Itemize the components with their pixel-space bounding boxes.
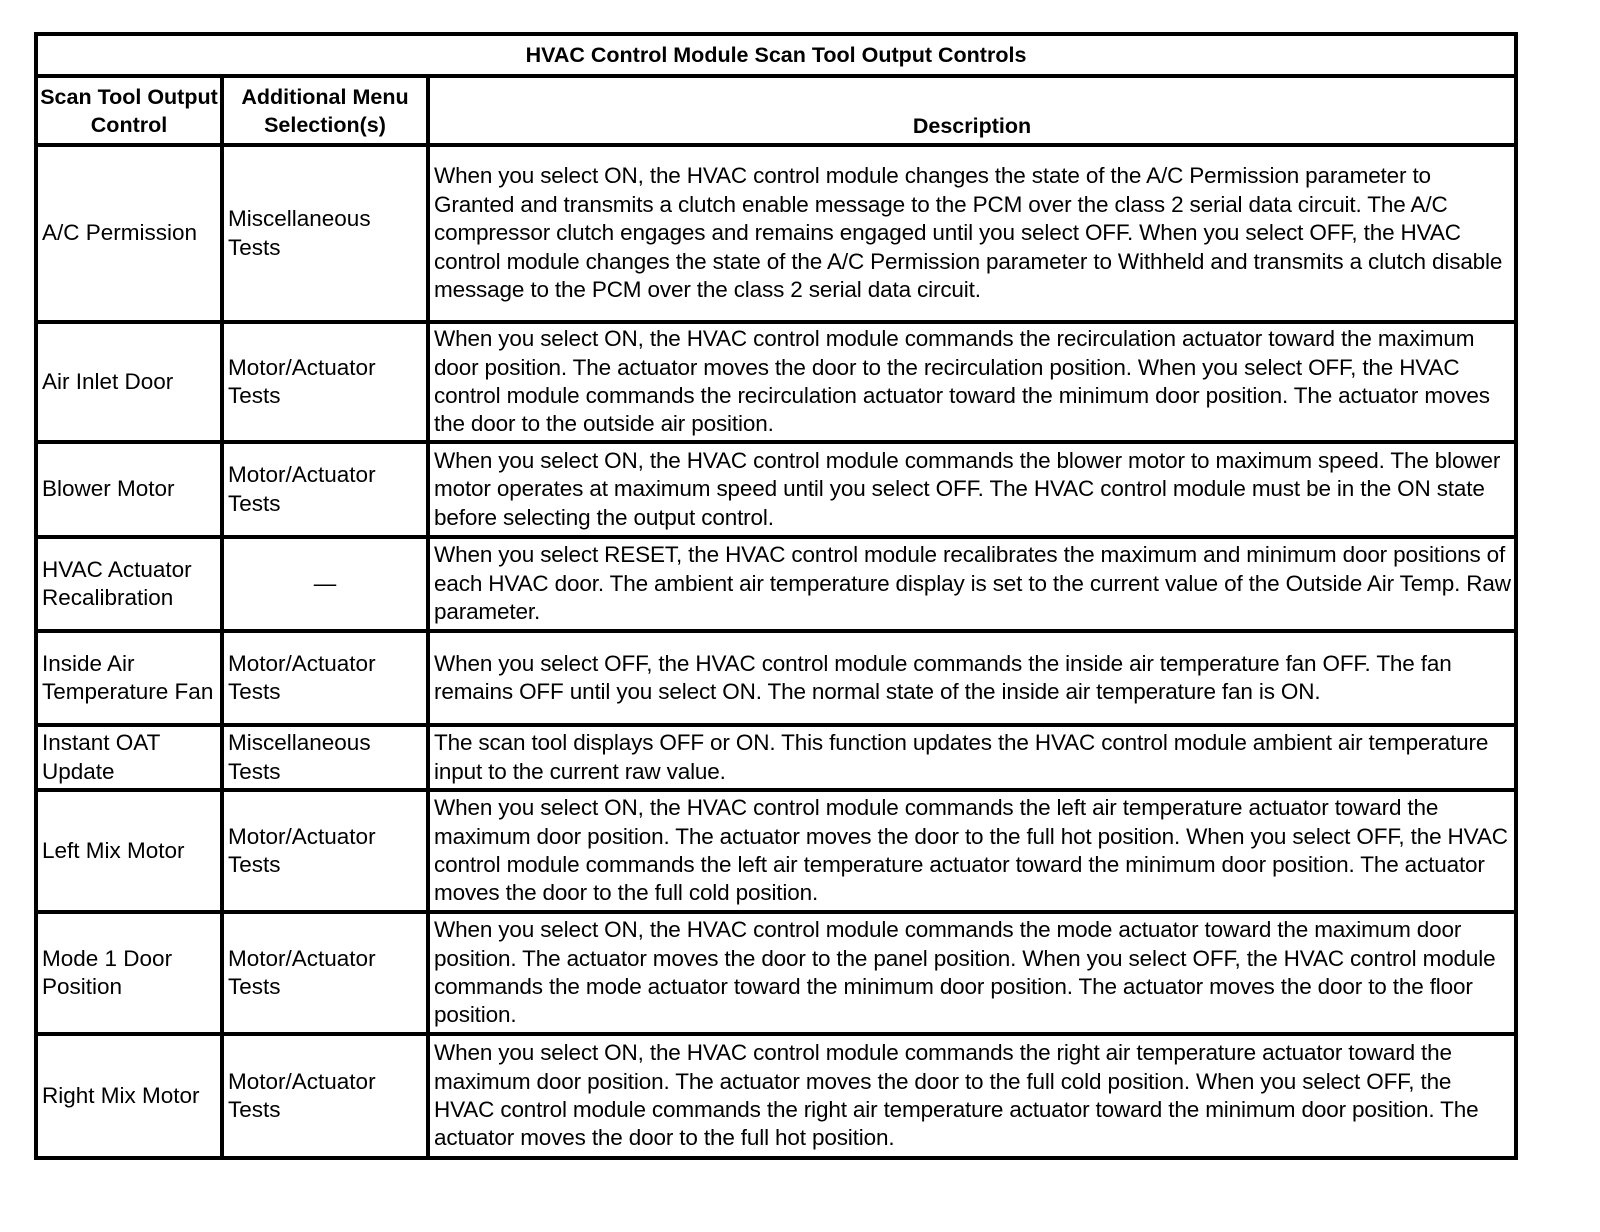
- menu-selection-cell: Motor/Actuator Tests: [222, 1034, 428, 1158]
- menu-selection-cell: Miscellaneous Tests: [222, 725, 428, 790]
- table-title-row: [36, 34, 1516, 76]
- menu-selection-cell: Motor/Actuator Tests: [222, 322, 428, 442]
- table-row: [36, 912, 1516, 1034]
- header-output-control: Scan Tool Output Control: [36, 76, 222, 145]
- output-control-cell: Instant OAT Update: [36, 725, 222, 790]
- table-row: [36, 322, 1516, 442]
- table-row: [36, 537, 1516, 631]
- table-row: [36, 145, 1516, 322]
- description-cell: When you select ON, the HVAC control module commands the right air temperature actuator toward the maximum door position. The actuator moves the door to the full cold position. When you select OFF, the HVAC control module commands the right air temperature actuator toward the minimum door position. The actuator moves the door to the full hot position.: [428, 1034, 1516, 1158]
- output-control-cell: Air Inlet Door: [36, 322, 222, 442]
- table-row: [36, 790, 1516, 912]
- description-cell: When you select ON, the HVAC control module commands the left air temperature actuator toward the maximum door position. The actuator moves the door to the full hot position. When you select OFF, the HVAC control module commands the left air temperature actuator toward the minimum door position. The actuator moves the door to the full cold position.: [428, 790, 1516, 912]
- description-cell: When you select RESET, the HVAC control module recalibrates the maximum and minimum door positions of each HVAC door. The ambient air temperature display is set to the current value of the Outside Air Temp. Raw parameter.: [428, 537, 1516, 631]
- table-row: [36, 631, 1516, 725]
- table-row: [36, 725, 1516, 790]
- menu-selection-cell: Motor/Actuator Tests: [222, 790, 428, 912]
- menu-selection-cell: Miscellaneous Tests: [222, 145, 428, 322]
- output-control-cell: Blower Motor: [36, 442, 222, 537]
- description-cell: When you select OFF, the HVAC control module commands the inside air temperature fan OFF. The fan remains OFF until you select ON. The normal state of the inside air temperature fan is ON.: [428, 631, 1516, 725]
- menu-selection-cell: Motor/Actuator Tests: [222, 631, 428, 725]
- output-control-cell: Inside Air Temperature Fan: [36, 631, 222, 725]
- header-menu-selection: Additional Menu Selection(s): [222, 76, 428, 145]
- description-cell: The scan tool displays OFF or ON. This function updates the HVAC control module ambient air temperature input to the current raw value.: [428, 725, 1516, 790]
- output-control-cell: HVAC Actuator Recalibration: [36, 537, 222, 631]
- output-control-cell: A/C Permission: [36, 145, 222, 322]
- description-cell: When you select ON, the HVAC control module commands the recirculation actuator toward the maximum door position. The actuator moves the door to the recirculation position. When you select OFF, the HVAC control module commands the recirculation actuator toward the minimum door position. The actuator moves the door to the outside air position.: [428, 322, 1516, 442]
- description-cell: When you select ON, the HVAC control module commands the blower motor to maximum speed. The blower motor operates at maximum speed until you select OFF. The HVAC control module must be in the ON state before selecting the output control.: [428, 442, 1516, 537]
- output-control-cell: Right Mix Motor: [36, 1034, 222, 1158]
- table-row: [36, 1034, 1516, 1158]
- menu-selection-cell: —: [222, 537, 428, 631]
- header-description: Description: [428, 76, 1516, 145]
- output-control-cell: Mode 1 Door Position: [36, 912, 222, 1034]
- description-cell: When you select ON, the HVAC control module changes the state of the A/C Permission parameter to Granted and transmits a clutch enable message to the PCM over the class 2 serial data circuit. The A/C compressor clutch engages and remains engaged until you select OFF. When you select OFF, the HVAC control module changes the state of the A/C Permission parameter to Withheld and transmits a clutch disable message to the PCM over the class 2 serial data circuit.: [428, 145, 1516, 322]
- output-control-cell: Left Mix Motor: [36, 790, 222, 912]
- description-cell: When you select ON, the HVAC control module commands the mode actuator toward the maximum door position. The actuator moves the door to the panel position. When you select OFF, the HVAC control module commands the mode actuator toward the minimum door position. The actuator moves the door to the floor position.: [428, 912, 1516, 1034]
- menu-selection-cell: Motor/Actuator Tests: [222, 912, 428, 1034]
- menu-selection-cell: Motor/Actuator Tests: [222, 442, 428, 537]
- output-controls-table: [34, 32, 1518, 1160]
- table-row: [36, 442, 1516, 537]
- table-header-row: [36, 76, 1516, 145]
- table-title: HVAC Control Module Scan Tool Output Controls: [36, 34, 1516, 76]
